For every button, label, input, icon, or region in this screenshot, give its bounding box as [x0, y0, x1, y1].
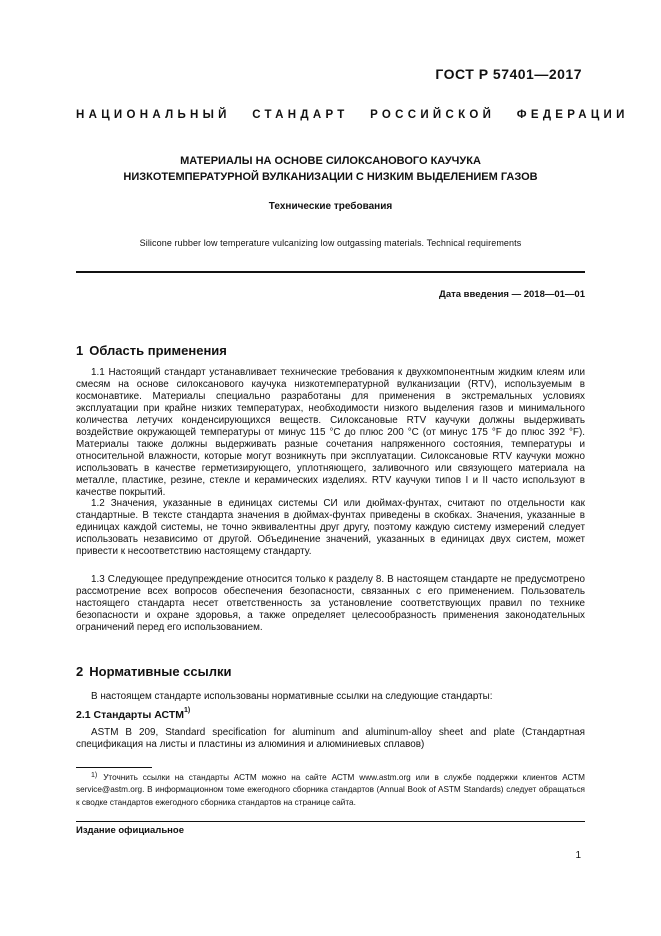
- section-2-title: Нормативные ссылки: [89, 664, 232, 679]
- section-2-heading: [76, 664, 231, 679]
- introduction-date: Дата введения — 2018—01—01: [439, 289, 585, 300]
- footnote-reference: 1): [184, 707, 191, 714]
- footnote: [76, 772, 585, 809]
- edition-divider: [76, 821, 585, 822]
- subsection-2-1-title: 2.1 Стандарты АСТМ: [76, 709, 185, 721]
- document-title-line-2: НИЗКОТЕМПЕРАТУРНОЙ ВУЛКАНИЗАЦИИ С НИЗКИМ ВЫДЕЛЕНИЕМ ГАЗОВ: [123, 171, 538, 183]
- astm-reference: ASTM В 209, Standard specification for aluminum and aluminum-alloy sheet and plate (Стандартная спецификация на листы и пластины из алюминия и алюминиевых сплавов): [76, 727, 585, 751]
- header-divider: [76, 271, 585, 273]
- english-title: Silicone rubber low temperature vulcanizing low outgassing materials. Technical requirements: [139, 238, 522, 248]
- paragraph-1-3: 1.3 Следующее предупреждение относится только к разделу 8. В настоящем стандарте не предусмотрено рассмотрение всех вопросов обеспечения безопасности, связанных с его применением. Пользователь настоящего стандарта несет ответственность за установление соответствующих правил по технике безопасности и охране здоровья, а также определяет целесообразность применения законодательных ограничений перед его использованием.: [76, 574, 585, 634]
- standard-number: ГОСТ Р 57401—2017: [435, 66, 582, 82]
- page-number: 1: [575, 850, 581, 861]
- document-subtitle: Технические требования: [268, 201, 393, 212]
- section-2-intro: В настоящем стандарте использованы нормативные ссылки на следующие стандарты:: [91, 691, 493, 702]
- section-1-number: 1: [76, 343, 84, 358]
- section-1-title: Область применения: [89, 343, 227, 358]
- footnote-mark: 1): [91, 772, 98, 779]
- subsection-2-1-heading: [76, 709, 190, 721]
- paragraph-1-2: 1.2 Значения, указанные в единицах системы СИ или дюймах-фунтах, считают по отдельности как стандартные. В тексте стандарта значения в дюймах-фунтах приведены в скобках. Значения, указанные в единицах каждой системы, не точно эквивалентны друг другу, поэтому каждую систему измерений следует использовать независимо от другой. Объединение значений, указанных в единицах двух систем, может привести к несоответствию настоящему стандарту.: [76, 498, 585, 558]
- edition-label: Издание официальное: [76, 825, 184, 836]
- footnote-text: Уточнить ссылки на стандарты АСТМ можно на сайте АСТМ www.astm.org или в службе поддержки клиентов АСТМ service@astm.org. В информационном томе ежегодного сборника стандартов (Annual Book of ASTM Standards) следует обращаться к сводке стандартов ежегодного сборника стандартов на странице сайта.: [76, 773, 585, 807]
- footnote-divider: [76, 767, 152, 768]
- paragraph-1-1: 1.1 Настоящий стандарт устанавливает технические требования к двухкомпонентным жидким клеям или смесям на основе силоксанового каучука низкотемпературной вулканизации (RTV), используемым в космонавтике. Материалы специально разработаны для применения в экстремальных условиях эксплуатации при крайне низких температурах, необходимости низкого выделения газов и минимального количества летучих конденсирующихся веществ. Силоксановые RTV каучуки должны выдерживать воздействие окружающей температуры от минус 115 °С до плюс 200 °С (от минус 175 °F до плюс 392 °F). Материалы также должны выдерживать разные сочетания напряженного состояния, температуры и относительной влажности, которые могут возникнуть при эксплуатации. Силоксановые RTV каучуки можно использовать в качестве герметизирующего, уплотняющего, заливочного или связующего материала на металле, пластике, резине, стекле и керамических изделиях. RTV каучуки типов I и II часто используют в качестве покрытий.: [76, 367, 585, 499]
- section-2-number: 2: [76, 664, 84, 679]
- document-title-line-1: МАТЕРИАЛЫ НА ОСНОВЕ СИЛОКСАНОВОГО КАУЧУКА: [180, 155, 481, 167]
- section-1-heading: [76, 343, 227, 358]
- national-standard-heading: НАЦИОНАЛЬНЫЙ СТАНДАРТ РОССИЙСКОЙ ФЕДЕРАЦИИ: [76, 109, 629, 121]
